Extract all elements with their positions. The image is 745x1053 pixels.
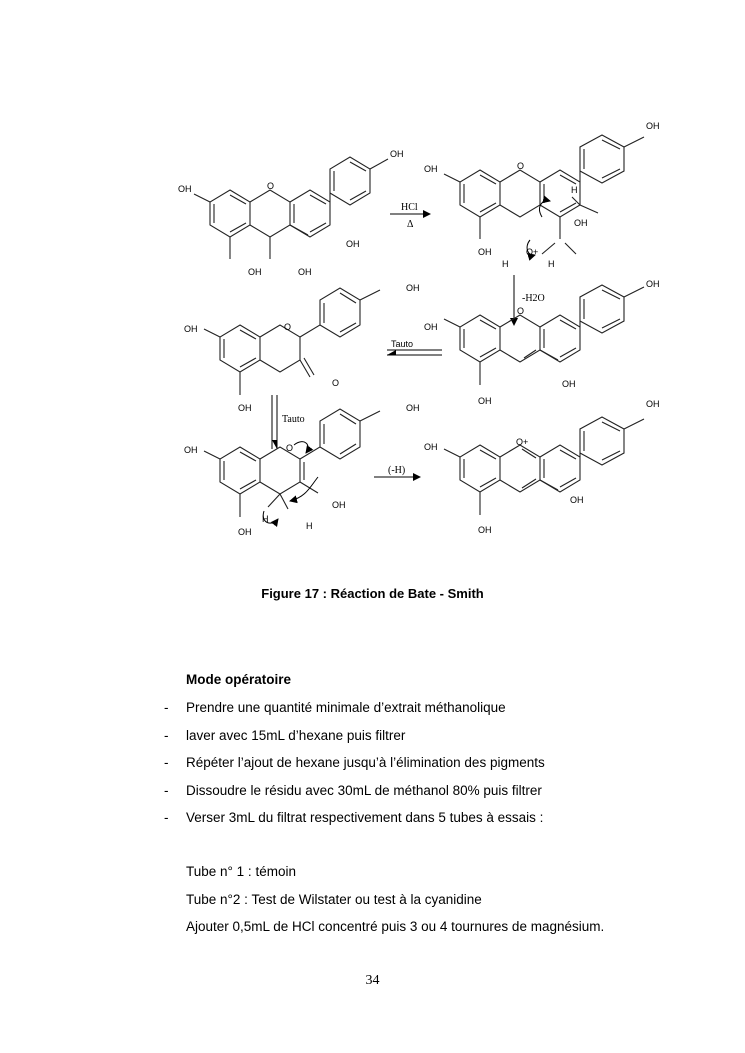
condition-deprotonation: (-H) [388,465,406,476]
bullet: - [164,700,169,715]
section-title: Mode opératoire [186,672,292,687]
label-oh: OH [424,322,438,332]
label-oh: OH [478,247,492,257]
label-o: O [267,181,275,191]
label-h: H [548,259,555,269]
label-h: H [502,259,509,269]
label-o: O [284,322,292,332]
molecule-cyanidin [444,417,644,515]
step-text: laver avec 15mL d’hexane puis filtrer [186,727,406,743]
label-oh: OH [332,500,346,510]
label-oh: OH [390,149,404,159]
label-tauto: Tauto [391,339,414,349]
label-oh: OH [424,164,438,174]
label-o: O [517,161,525,171]
bate-smith-reaction-scheme [160,115,680,550]
label-oh: OH [646,121,660,131]
label-oh: OH [178,184,192,194]
label-oh: OH [424,442,438,452]
molecule-protonated-intermediate [444,135,644,255]
label-oh: OH [248,267,262,277]
instruction-text: Ajouter 0,5mL de HCl concentré puis 3 ou 4 tournures de magnésium. [186,919,605,934]
step-text: Dissoudre le résidu avec 30mL de méthanol 80% puis filtrer [186,782,542,798]
label-h: H [306,521,313,531]
bullet: - [164,782,169,798]
condition-dehydration: -H2O [522,293,545,304]
molecule-enol [204,409,380,523]
step-text: Répéter l’ajout de hexane jusqu’à l’élimination des pigments [186,755,545,770]
label-oh: OH [346,239,360,249]
label-ketone-o: O [332,378,340,388]
tube-2-text: Tube n°2 : Test de Wilstater ou test à la cyanidine [186,892,482,907]
label-h: H [571,185,578,195]
label-o: O [517,306,525,316]
label-oh: OH [646,279,660,289]
condition-delta: Δ [407,219,414,230]
label-oh: OH [184,324,198,334]
label-oh: OH [574,218,588,228]
label-h: H [262,514,269,524]
label-o: O [286,443,294,453]
tautomerism-arrow-down [272,395,277,449]
label-oh: OH [562,379,576,389]
step-text: Prendre une quantité minimale d’extrait méthanolique [186,700,506,715]
molecule-flavanone [204,288,380,395]
label-oxonium: O+ [526,247,539,257]
label-oh: OH [478,525,492,535]
tube-1-text: Tube n° 1 : témoin [186,864,296,879]
bullet: - [164,755,169,770]
label-oh: OH [238,403,252,413]
bullet: - [164,810,169,825]
tautomerism-arrow [387,350,442,355]
label-oh: OH [646,399,660,409]
bullet: - [164,727,169,743]
label-oh: OH [184,445,198,455]
figure-caption: Figure 17 : Réaction de Bate - Smith [261,586,484,601]
step-text: Verser 3mL du filtrat respectivement dans 5 tubes à essais : [186,810,544,825]
label-tauto: Tauto [282,414,305,425]
label-oh: OH [406,283,420,293]
page-number: 34 [365,973,380,988]
label-oh: OH [406,403,420,413]
label-oh: OH [298,267,312,277]
label-oxonium: O+ [516,437,529,447]
label-oh: OH [238,527,252,537]
label-oh: OH [570,495,584,505]
reagent-hcl: HCl [401,202,418,213]
label-oh: OH [478,396,492,406]
